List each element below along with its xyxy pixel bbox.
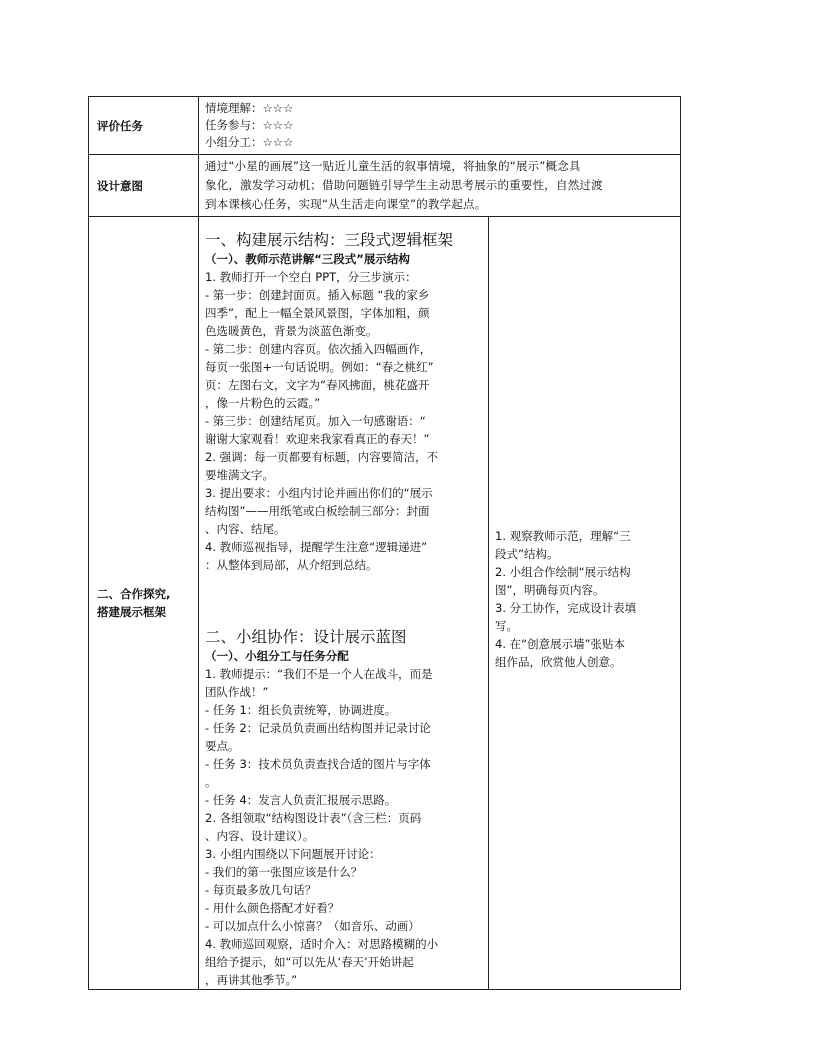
- evaluation-row: [89, 97, 681, 155]
- text-line: - 每页最多放几句话？: [205, 883, 317, 897]
- text-line: 2. 各组领取“结构图设计表”（含三栏：页码: [205, 811, 422, 825]
- text-line: 谢谢大家观看！欢迎来我家看真正的春天！”: [205, 432, 430, 446]
- text-line: - 可以加点什么小惊喜？（如音乐、动画）: [205, 919, 420, 933]
- text-line: 要堆满文字。: [205, 468, 274, 482]
- text-line: 1. 教师打开一个空白 PPT，分三步演示：: [205, 270, 417, 284]
- design-row: [89, 155, 681, 217]
- main-activity-row: [89, 217, 681, 990]
- design-intent: [199, 155, 681, 217]
- lesson-plan-table: [88, 96, 681, 990]
- text-line: 4. 教师巡视指导，提醒学生注意“逻辑递进”: [205, 540, 428, 554]
- text-line: - 任务 2：记录员负责画出结构图并记录讨论: [205, 721, 431, 735]
- text-line: - 第二步：创建内容页。依次插入四幅画作，: [205, 342, 432, 356]
- student-activity: [489, 217, 681, 990]
- text-line: 结构图”——用纸笔或白板绘制三部分：封面: [205, 504, 430, 518]
- design-label: 设计意图: [89, 155, 199, 217]
- text-line: 3. 小组内围绕以下问题展开讨论：: [205, 847, 381, 861]
- evaluation-ratings: [199, 97, 681, 155]
- rating-participation: 任务参与：☆☆☆: [205, 118, 294, 132]
- student-line: 3. 分工协作，完成设计表填: [495, 601, 637, 615]
- text-line: 1. 教师提示：“我们不是一个人在战斗，而是: [205, 667, 433, 681]
- text-line: - 任务 1：组长负责统筹，协调进度。: [205, 703, 397, 717]
- text-line: ：从整体到局部，从介绍到总结。: [205, 558, 378, 572]
- student-line: 组作品，欣赏他人创意。: [495, 655, 622, 669]
- text-line: 2. 强调：每一页都要有标题，内容要简洁，不: [205, 450, 439, 464]
- student-line: 2. 小组合作绘制“展示结构: [495, 565, 631, 579]
- text-line: ，像一片粉色的云霞。”: [205, 396, 321, 410]
- section-title: 二、小组协作：设计展示蓝图: [205, 628, 407, 646]
- text-line: 色选暖黄色，背景为淡蓝色渐变。: [205, 324, 378, 338]
- teacher-activity: [199, 217, 489, 990]
- text-line: 4. 教师巡回观察，适时介入：对思路模糊的小: [205, 937, 439, 951]
- text-line: 要点。: [205, 739, 240, 753]
- design-line: 通过“小星的画展”这一贴近儿童生活的叙事情境，将抽象的“展示”概念具: [205, 159, 581, 173]
- design-line: 到本课核心任务，实现“从生活走向课堂”的教学起点。: [205, 197, 487, 211]
- student-line: 写。: [495, 619, 518, 633]
- text-line: 团队作战！”: [205, 685, 269, 699]
- design-line: 象化，激发学习动机；借助问题链引导学生主动思考展示的重要性，自然过渡: [205, 178, 603, 192]
- text-line: 每页一张图+一句话说明。例如：“春之桃红”: [205, 360, 434, 374]
- text-line: - 任务 4：发言人负责汇报展示思路。: [205, 793, 397, 807]
- section-subtitle: （一）、教师示范讲解“三段式”展示结构: [205, 252, 410, 266]
- rating-division: 小组分工：☆☆☆: [205, 135, 294, 149]
- text-line: - 任务 3：技术员负责查找合适的图片与字体: [205, 757, 431, 771]
- evaluation-label: 评价任务: [89, 97, 199, 155]
- text-line: 、内容、结尾。: [205, 522, 286, 536]
- student-line: 4. 在“创意展示墙”张贴本: [495, 637, 626, 651]
- text-line: 。: [205, 775, 217, 789]
- text-line: 、内容、设计建议）。: [205, 829, 315, 843]
- text-line: - 用什么颜色搭配才好看？: [205, 901, 340, 915]
- section-subtitle: （一）、小组分工与任务分配: [205, 649, 349, 663]
- text-line: 四季”，配上一幅全景风景图，字体加粗，颜: [205, 306, 430, 320]
- text-line: ，再讲其他季节。”: [205, 973, 298, 987]
- rating-situation: 情境理解：☆☆☆: [205, 101, 294, 115]
- main-activity-label: 二、合作探究, 搭建展示框架: [89, 217, 199, 990]
- text-line: 3. 提出要求：小组内讨论并画出你们的“展示: [205, 486, 433, 500]
- section-title: 一、构建展示结构：三段式逻辑框架: [205, 231, 454, 249]
- text-line: 页：左图右文，文字为“春风拂面，桃花盛开: [205, 378, 430, 392]
- text-line: - 第三步：创建结尾页。加入一句感谢语：“: [205, 414, 426, 428]
- student-line: 段式”结构。: [495, 547, 559, 561]
- text-line: - 我们的第一张图应该是什么？: [205, 865, 363, 879]
- text-line: 组给予提示，如“可以先从‘春天’开始讲起: [205, 955, 414, 969]
- student-line: 1. 观察教师示范，理解“三: [495, 529, 631, 543]
- text-line: - 第一步：创建封面页。插入标题 “我的家乡: [205, 288, 430, 302]
- student-line: 图”，明确每页内容。: [495, 583, 605, 597]
